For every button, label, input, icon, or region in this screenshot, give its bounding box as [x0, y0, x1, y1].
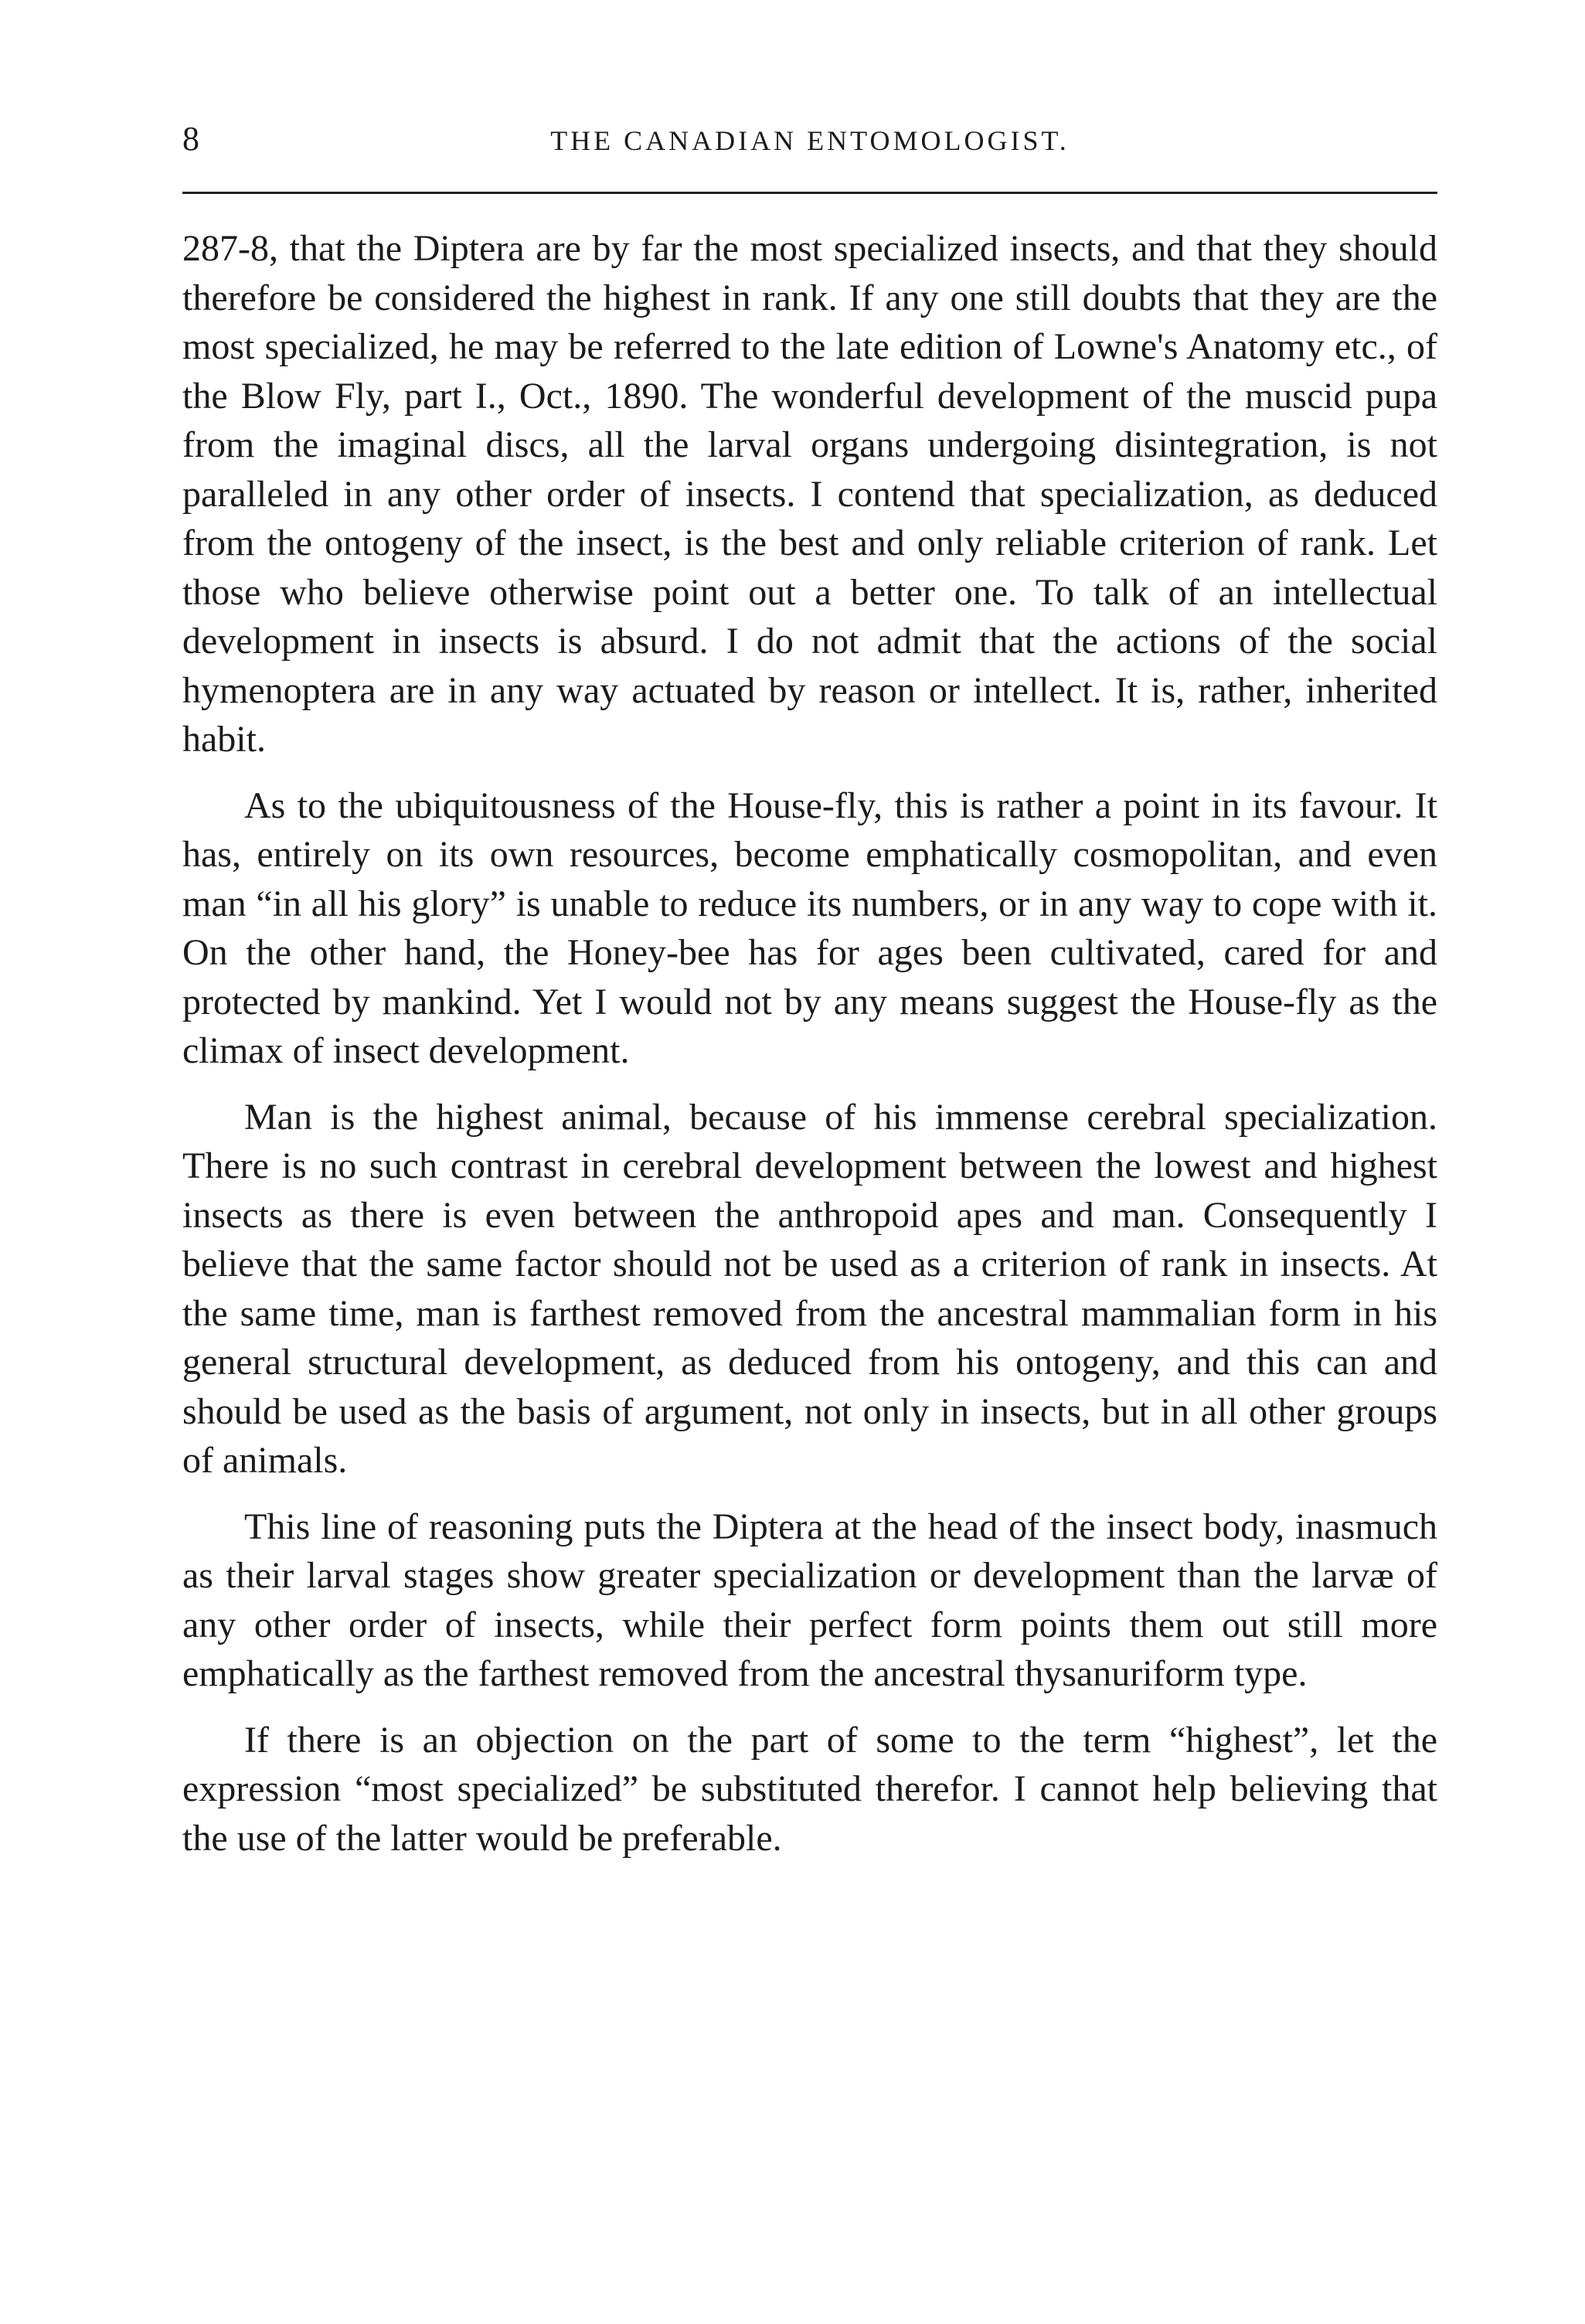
paragraph-4: This line of reasoning puts the Diptera at the head of the insect body, inasmuch as their larval stages show greater specialization or development than the larvæ of any other order of insects, while their perfect form points them out still more emphatically as the farthest removed from the ancestral thysanuriform type. — [182, 1506, 1437, 1694]
paragraph-1: 287-8, that the Diptera are by far the most specialized insects, and that they should therefore be considered the highest in rank. If any one still doubts that they are the most specialized, he may be referred to the late edition of Lowne's Anatomy etc., of the Blow Fly, part I., Oct., 1890. The wonderful development of the muscid pupa from the imaginal discs, all the larval organs undergoing disintegration, is not paralleled in any other order of insects. I contend that specialization, as deduced from the ontogeny of the insect, is the best and only reliable criterion of rank. Let those who believe otherwise point out a better one. To talk of an intellectual development in insects is absurd. I do not admit that the actions of the social hymenoptera are in any way actuated by reason or intellect. It is, rather, inherited habit. — [182, 228, 1437, 760]
header-rule — [182, 192, 1437, 194]
paragraph-3: Man is the highest animal, because of his immense cerebral specialization. There is no such contrast in cerebral development between the lowest and highest insects as there is even between the anthropoid apes and man. Consequently I believe that the same factor should not be used as a criterion of rank in insects. At the same time, man is farthest removed from the ancestral mammalian form in his general structural development, as deduced from his ontogeny, and this can and should be used as the basis of argument, not only in insects, but in all other groups of animals. — [182, 1096, 1437, 1481]
page-number: 8 — [182, 120, 199, 158]
body-text — [182, 224, 1437, 1880]
running-head: THE CANADIAN ENTOMOLOGIST. — [550, 125, 1070, 156]
page-header — [182, 116, 1437, 170]
paragraph-2: As to the ubiquitousness of the House-fly, this is rather a point in its favour. It has, entirely on its own resources, become emphatically cosmopolitan, and even man “in all his glory” is unable to reduce its numbers, or in any way to cope with it. On the other hand, the Honey-bee has for ages been cultivated, cared for and protected by mankind. Yet I would not by any means suggest the House-fly as the climax of insect development. — [182, 784, 1437, 1071]
paragraph-5: If there is an objection on the part of some to the term “highest”, let the expression “most specialized” be substituted therefor. I cannot help believing that the use of the latter would be preferable. — [182, 1719, 1437, 1859]
